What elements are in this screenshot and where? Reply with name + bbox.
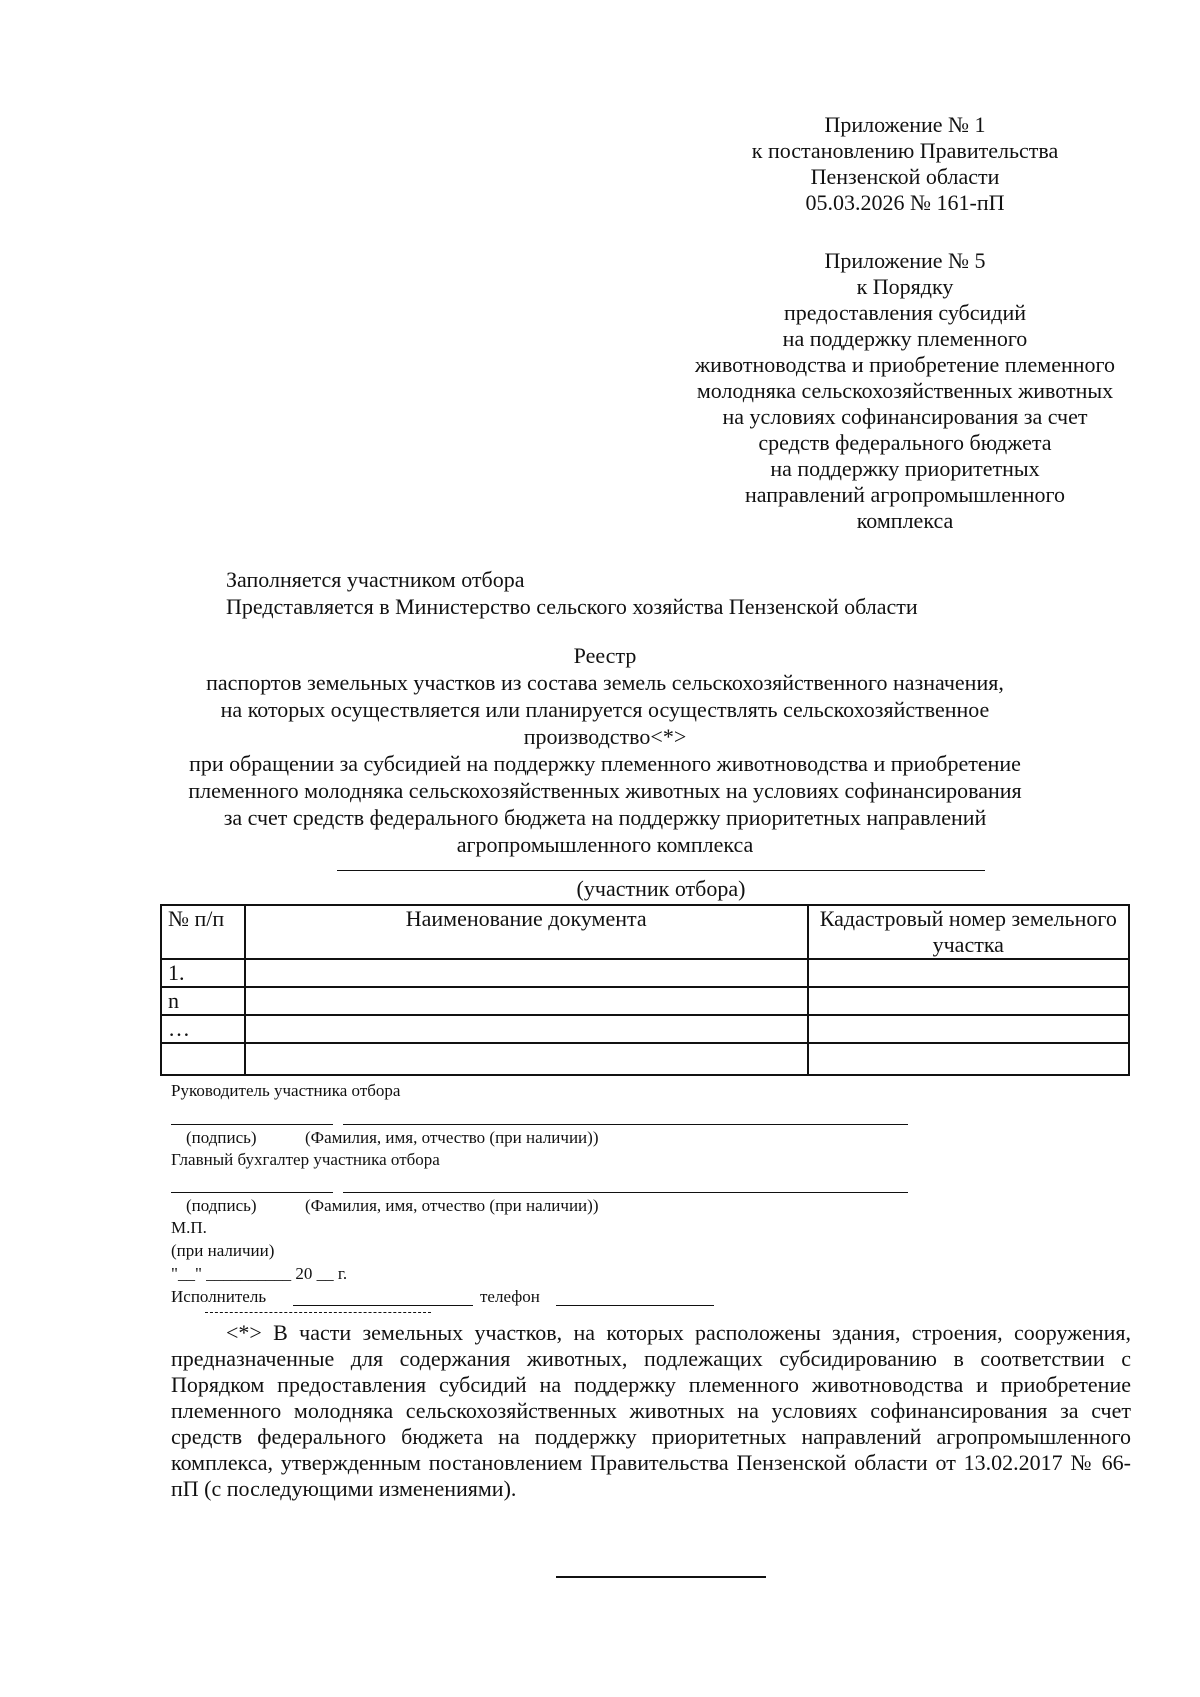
- registry-title-line: при обращении за субсидией на поддержку племенного животноводства и приобретение: [189, 751, 1021, 776]
- appendix-5-line: на поддержку приоритетных: [770, 456, 1040, 481]
- table-cell-cadastral-number[interactable]: [808, 987, 1129, 1015]
- appendix-5-line: к Порядку: [856, 274, 954, 299]
- table-cell-document-name[interactable]: [245, 987, 808, 1015]
- accountant-name-line[interactable]: [343, 1192, 908, 1193]
- appendix-5-line: животноводства и приобретение племенного: [694, 352, 1116, 377]
- table-cell-number[interactable]: n: [161, 987, 245, 1015]
- table-cell-cadastral-number[interactable]: [808, 959, 1129, 987]
- column-header-number: № п/п: [161, 905, 245, 959]
- footnote-separator: [205, 1312, 431, 1313]
- footnote: <*> В части земельных участков, на которых расположены здания, строения, сооружения, предназначенные для содержания животных, подлежащих субсидированию в соответствии с Порядком предоставления субсидий на поддержку племенного животноводства и приобретение племенного молодняка сельскохозяйственных животных на условиях софинансирования за счет средств федерального бюджета на поддержку приоритетных направлений агропромышленного комплекса, утвержденным постановлением Правительства Пензенской области от 13.02.2017 № 66-пП (с последующими изменениями).: [171, 1320, 1131, 1501]
- table-cell-cadastral-number[interactable]: [808, 1015, 1129, 1043]
- appendix-5-line: молодняка сельскохозяйственных животных: [696, 378, 1114, 403]
- appendix-5-line: на поддержку племенного: [782, 326, 1028, 351]
- registry-title-line: производство<*>: [523, 724, 687, 749]
- accountant-signature-caption: (подпись): [186, 1196, 257, 1215]
- registry-table: [160, 904, 1130, 1076]
- table-cell-number[interactable]: [161, 1043, 245, 1075]
- submission-note-line: Представляется в Министерство сельского хозяйства Пензенской области: [226, 594, 918, 619]
- appendix-5-line: комплекса: [856, 508, 954, 533]
- table-row: [161, 1015, 1129, 1043]
- head-signature-caption: (подпись): [186, 1128, 257, 1147]
- table-cell-document-name[interactable]: [245, 1015, 808, 1043]
- registry-title-line: агропромышленного комплекса: [456, 832, 754, 857]
- appendix-5-line: средств федерального бюджета: [758, 430, 1052, 455]
- table-row: [161, 1043, 1129, 1075]
- table-cell-number[interactable]: …: [161, 1015, 245, 1043]
- registry-heading: Реестр: [573, 643, 637, 668]
- filler-note: [226, 566, 918, 620]
- table-cell-number[interactable]: 1.: [161, 959, 245, 987]
- table-row: [161, 987, 1129, 1015]
- appendix-1-line: к постановлению Правительства: [751, 138, 1059, 163]
- accountant-title: Главный бухгалтер участника отбора: [171, 1150, 440, 1169]
- filler-note-line: Заполняется участником отбора: [226, 567, 525, 592]
- head-name-line[interactable]: [343, 1124, 908, 1125]
- appendix-1-date-number: 05.03.2026 № 161-пП: [805, 190, 1005, 215]
- table-row: [161, 959, 1129, 987]
- executor-name-line[interactable]: [293, 1305, 473, 1306]
- column-header-cadastral-number: Кадастровый номер земельного участка: [808, 905, 1129, 959]
- phone-label: телефон: [480, 1287, 540, 1306]
- executor-label: Исполнитель: [171, 1287, 267, 1306]
- participant-name-line[interactable]: [337, 870, 985, 871]
- appendix-1-title: Приложение № 1: [824, 112, 986, 137]
- registry-title: [160, 642, 1050, 858]
- registry-title-line: на которых осуществляется или планируется осуществлять сельскохозяйственное: [220, 697, 990, 722]
- participant-caption: (участник отбора): [576, 876, 746, 901]
- end-line: [556, 1576, 766, 1578]
- stamp-label: М.П.: [171, 1218, 207, 1237]
- registry-title-line: паспортов земельных участков из состава земель сельскохозяйственного назначения,: [206, 670, 1004, 695]
- appendix-5-header: [640, 248, 1170, 534]
- appendix-5-line: предоставления субсидий: [783, 300, 1027, 325]
- appendix-5-line: направлений агропромышленного: [745, 482, 1065, 507]
- stamp-note: (при наличии): [171, 1241, 275, 1260]
- appendix-5-title: Приложение № 5: [824, 248, 986, 273]
- head-title: Руководитель участника отбора: [171, 1081, 401, 1100]
- table-cell-document-name[interactable]: [245, 1043, 808, 1075]
- table-cell-cadastral-number[interactable]: [808, 1043, 1129, 1075]
- table-cell-document-name[interactable]: [245, 959, 808, 987]
- appendix-5-line: на условиях софинансирования за счет: [722, 404, 1088, 429]
- head-name-caption: (Фамилия, имя, отчество (при наличии)): [305, 1128, 599, 1147]
- table-header-row: [161, 905, 1129, 959]
- accountant-signature-line[interactable]: [171, 1192, 333, 1193]
- registry-title-line: племенного молодняка сельскохозяйственных животных на условиях софинансирования: [188, 778, 1022, 803]
- head-signature-line[interactable]: [171, 1124, 333, 1125]
- phone-line[interactable]: [556, 1305, 714, 1306]
- appendix-1-header: [640, 112, 1170, 216]
- column-header-document-name: Наименование документа: [245, 905, 808, 959]
- date-line[interactable]: "__" __________ 20 __ г.: [171, 1264, 348, 1283]
- accountant-name-caption: (Фамилия, имя, отчество (при наличии)): [305, 1196, 599, 1215]
- appendix-1-line: Пензенской области: [810, 164, 1000, 189]
- registry-title-line: за счет средств федерального бюджета на поддержку приоритетных направлений: [223, 805, 987, 830]
